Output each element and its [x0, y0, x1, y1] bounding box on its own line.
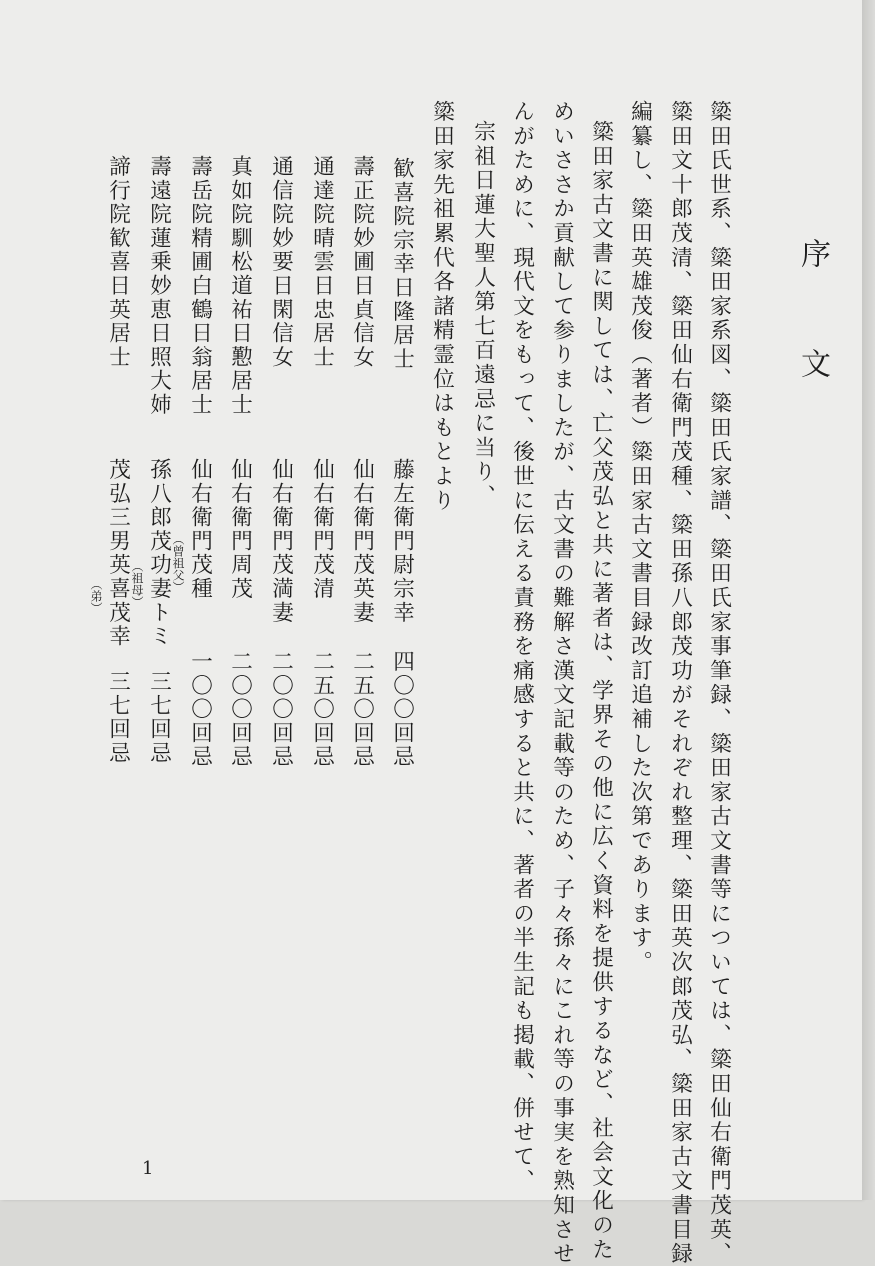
- memorial-kaimyo-8: 諦行院歓喜日英居士: [105, 155, 131, 370]
- memorial-kaimyo-5: 真如院馴松道祐日懃居士: [227, 155, 253, 417]
- memorial-name-8: 茂弘三男英喜茂幸: [105, 458, 131, 649]
- memorial-name-1: 藤左衛門尉宗幸: [389, 458, 415, 625]
- memorial-kaiki-7: 三七回忌: [146, 670, 172, 766]
- memorial-kaiki-2: 二五〇回忌: [349, 650, 375, 769]
- memorial-kaimyo-2: 壽正院妙圃日貞信女: [349, 155, 375, 370]
- paragraph-column-1: 簗田氏世系、簗田家系図、簗田氏家譜、簗田氏家事筆録、簗田家古文書等については、簗田仙右衛門茂英、: [706, 100, 732, 1266]
- memorial-kaiki-1: 四〇〇回忌: [389, 650, 415, 769]
- book-page-edge: [862, 0, 875, 1200]
- memorial-kaiki-8: 三七回忌: [105, 670, 131, 766]
- memorial-name-6: 仙右衛門茂種: [187, 458, 213, 601]
- memorial-kaimyo-3: 通達院晴雲日忠居士: [309, 155, 335, 370]
- paragraph-column-4: 簗田家古文書に関しては、亡父茂弘と共に著者は、学界その他に広く資料を提供するなど、社会文化のた: [588, 120, 614, 1263]
- memorial-name-3: 仙右衛門茂清: [309, 458, 335, 601]
- memorial-kaiki-6: 一〇〇回忌: [187, 650, 213, 769]
- memorial-name-5: 仙右衛門周茂: [227, 458, 253, 601]
- title-char-2: 文: [795, 348, 830, 378]
- memorial-annotation-6: （曾祖父）: [171, 533, 185, 593]
- paragraph-column-7: 宗祖日蓮大聖人第七百遠忌に当り、: [470, 120, 496, 509]
- paragraph-column-6: んがために、現代文をもって、後世に伝える責務を痛感すると共に、著者の半生記も掲載、併せて、: [509, 100, 535, 1194]
- paragraph-column-5: めいささか貢献して参りましたが、古文書の難解さ漢文記載等のため、子々孫々にこれ等の事実を熟知させ: [549, 100, 575, 1266]
- memorial-kaiki-4: 二〇〇回忌: [268, 650, 294, 769]
- memorial-kaiki-3: 二五〇回忌: [309, 650, 335, 769]
- title-char-1: 序: [795, 238, 830, 268]
- memorial-name-2: 仙右衛門茂英妻: [349, 458, 375, 625]
- memorial-kaiki-5: 二〇〇回忌: [227, 650, 253, 769]
- memorial-kaimyo-4: 通信院妙要日閑信女: [268, 155, 294, 370]
- memorial-name-7: 孫八郎茂功妻トミ: [146, 458, 172, 649]
- memorial-annotation-7: （祖母）: [130, 560, 144, 608]
- memorial-name-4: 仙右衛門茂満妻: [268, 458, 294, 625]
- paragraph-column-2: 簗田文十郎茂清、簗田仙右衛門茂種、簗田孫八郎茂功がそれぞれ整理、簗田英次郎茂弘、簗田家古文書目録: [667, 100, 693, 1266]
- memorial-kaimyo-7: 壽遠院蓮乗妙恵日照大姉: [146, 155, 172, 417]
- page-number: 1: [142, 1158, 154, 1179]
- paragraph-column-3: 編纂し、簗田英雄茂俊（著者）簗田家古文書目録改訂追補した次第であります。: [627, 100, 653, 975]
- memorial-kaimyo-1: 歓喜院宗幸日隆居士: [389, 157, 415, 372]
- paragraph-column-8: 簗田家先祖累代各諸精霊位はもとより: [429, 100, 455, 514]
- memorial-annotation-8: （弟）: [89, 578, 103, 614]
- memorial-kaimyo-6: 壽岳院精圃白鶴日翁居士: [187, 155, 213, 417]
